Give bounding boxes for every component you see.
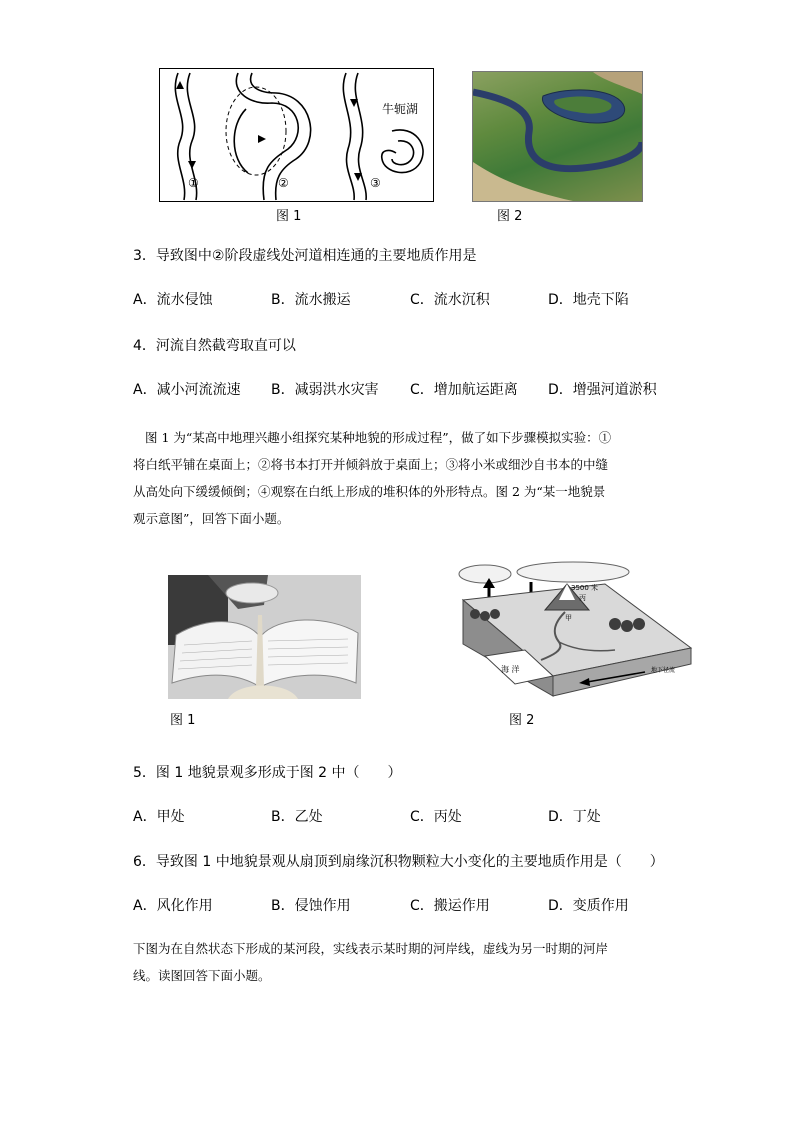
intro-paragraph-2: [133, 935, 693, 989]
oxbow-aerial-photo: [472, 71, 643, 202]
question-6-option-b[interactable]: B．侵蚀作用: [271, 898, 351, 914]
question-6-options: [133, 896, 693, 916]
oxbow-lake-label: 牛轭湖: [382, 102, 419, 116]
ocean-label: 海 洋: [501, 665, 520, 674]
intro-1-line-2: 将白纸平铺在桌面上；②将书本打开并倾斜放于桌面上；③将小米或细沙自书本的中缝: [133, 457, 609, 472]
question-5-option-d[interactable]: D．丁处: [548, 809, 601, 825]
question-3-options: [133, 290, 693, 310]
location-bing-label: 丙: [579, 594, 586, 602]
intro-paragraph-1: [133, 424, 693, 532]
landform-block-diagram: [455, 560, 695, 700]
top-figure-2-caption: 图 2: [497, 209, 523, 224]
question-4-stem: 4．河流自然截弯取直可以: [133, 338, 296, 354]
intro-2-line-1: 下图为在自然状态下形成的某河段，实线表示某时期的河岸线，虚线为另一时期的河岸: [133, 941, 609, 956]
intro-2-line-2: 线。读图回答下面小题。: [133, 968, 271, 983]
question-3-option-b[interactable]: B．流水搬运: [271, 292, 351, 308]
stage-2-label: ②: [278, 176, 289, 190]
landform-block-drawing: [455, 560, 695, 700]
question-6-option-a[interactable]: A．风化作用: [133, 898, 213, 914]
question-3-option-d[interactable]: D．地壳下陷: [548, 292, 629, 308]
middle-figure-1-caption: 图 1: [170, 713, 196, 728]
meander-diagram-figure: [159, 68, 434, 202]
question-4-options: [133, 380, 693, 400]
question-3-option-a[interactable]: A．流水侵蚀: [133, 292, 213, 308]
question-6-stem: 6．导致图 1 中地貌景观从扇顶到扇缘沉积物颗粒大小变化的主要地质作用是（ ）: [133, 854, 664, 870]
question-5-option-a[interactable]: A．甲处: [133, 809, 185, 825]
question-4-option-b[interactable]: B．减弱洪水灾害: [271, 382, 379, 398]
altitude-label: 3500 米: [571, 584, 599, 592]
oxbow-aerial-drawing: [473, 72, 642, 201]
meander-stages-drawing: [160, 69, 433, 201]
groundwater-label: 地下径流: [651, 667, 676, 674]
question-6-option-c[interactable]: C．搬运作用: [410, 898, 490, 914]
top-figure-1-caption: 图 1: [276, 209, 302, 224]
question-5-stem: 5．图 1 地貌景观多形成于图 2 中（ ）: [133, 765, 402, 781]
intro-1-line-1: 图 1 为“某高中地理兴趣小组探究某种地貌的形成过程”，做了如下步骤模拟实验：①: [145, 430, 612, 445]
stage-1-label: ①: [188, 176, 199, 190]
sand-book-photo: [168, 575, 361, 699]
intro-1-line-3: 从高处向下缓缓倾倒；④观察在白纸上形成的堆积体的外形特点。图 2 为“某一地貌景: [133, 484, 606, 499]
question-4-option-d[interactable]: D．增强河道淤积: [548, 382, 657, 398]
question-3-option-c[interactable]: C．流水沉积: [410, 292, 490, 308]
sand-book-drawing: [168, 575, 361, 699]
question-5-option-b[interactable]: B．乙处: [271, 809, 323, 825]
question-5-option-c[interactable]: C．丙处: [410, 809, 462, 825]
question-5-options: [133, 807, 693, 827]
question-6-option-d[interactable]: D．变质作用: [548, 898, 629, 914]
middle-figure-2-caption: 图 2: [509, 713, 535, 728]
location-jia-label: 甲: [565, 614, 572, 622]
question-4-option-c[interactable]: C．增加航运距离: [410, 382, 518, 398]
stage-3-label: ③: [370, 176, 381, 190]
question-4-option-a[interactable]: A．减小河流流速: [133, 382, 241, 398]
intro-1-line-4: 观示意图”，回答下面小题。: [133, 511, 290, 526]
question-3-stem: 3．导致图中②阶段虚线处河道相连通的主要地质作用是: [133, 248, 477, 264]
